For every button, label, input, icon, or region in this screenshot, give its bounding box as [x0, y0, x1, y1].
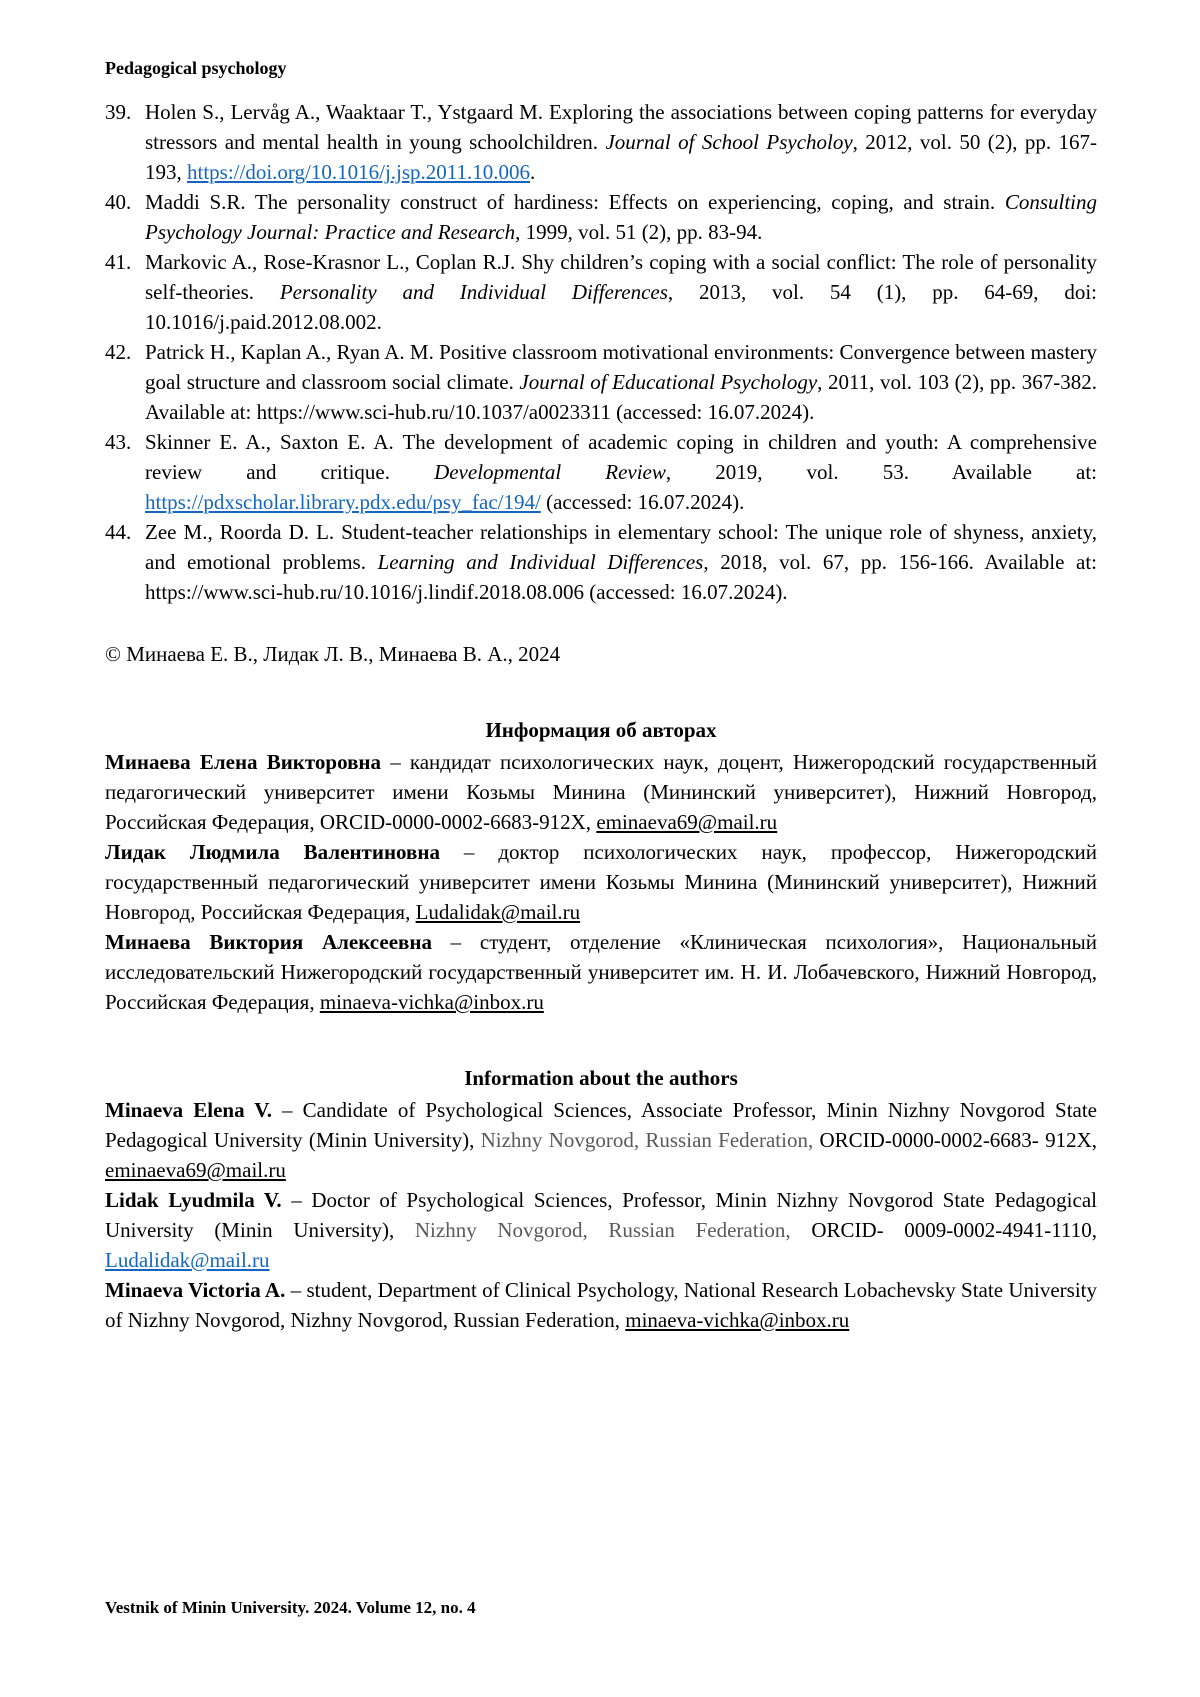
reference-number: 43. — [105, 430, 132, 454]
reference-text — [145, 250, 1097, 334]
reference-text — [145, 520, 1097, 604]
text-segment: Maddi S.R. The personality construct of hardiness: Effects on experiencing, coping, and strain. — [145, 190, 1005, 214]
text-segment: – кандидат психологических наук, доцент, Нижегородский государственный педагогический университет имени Козьмы Минина (Мининский университет), Нижний Новгород, Российская Федерация, ORCID-0000-0002-6683-912X, — [105, 750, 1098, 834]
author-paragraph — [105, 1275, 1097, 1335]
hyperlink[interactable]: https://pdxscholar.library.pdx.edu/psy_fac/194/ — [145, 490, 541, 514]
text-segment: – student, Department of Clinical Psychology, National Research Lobachevsky State University of Nizhny Novgorod, Nizhny Novgorod, Russian Federation, — [105, 1278, 1097, 1332]
section-title: Information about the authors — [464, 1066, 738, 1090]
journal-title: Journal of School Psycholoy — [605, 130, 853, 154]
reference-item — [105, 427, 1097, 517]
journal-title: Personality and Individual Differences — [279, 280, 668, 304]
text-segment: , 1999, vol. 51 (2), pp. 83-94. — [515, 220, 763, 244]
journal-title: Developmental Review — [434, 460, 666, 484]
reference-item — [105, 247, 1097, 337]
copyright-line: © Минаева Е. В., Лидак Л. В., Минаева В. А., 2024 — [105, 642, 561, 666]
author-name: Minaeva Elena V. — [105, 1098, 272, 1122]
text-segment: , 2018, vol. 67, pp. 156-166. Available at: https://www.sci-hub.ru/10.1016/j.lindif.2018.08.006 (accessed: 16.07.2024). — [145, 550, 1098, 604]
text-segment: Skinner E. A., Saxton E. A. The development of academic coping in children and youth: A comprehensive review and critique. — [145, 430, 1097, 484]
text-segment: ORCID- 0009-0002-4941-1110, — [790, 1218, 1097, 1242]
text-segment: , 2019, vol. 53. Available at: — [665, 460, 1097, 484]
reference-text — [145, 100, 1097, 184]
reference-number: 40. — [105, 190, 132, 214]
text-segment: Nizhny Novgorod, Russian Federation, — [414, 1218, 791, 1242]
page-footer: Vestnik of Minin University. 2024. Volume 12, no. 4 — [105, 1598, 476, 1617]
text-segment: (accessed: 16.07.2024). — [540, 490, 745, 514]
author-name: Минаева Елена Викторовна — [105, 750, 382, 774]
text-segment: – студент, отделение «Клиническая психология», Национальный исследовательский Нижегородский государственный университет им. Н. И. Лобачевского, Нижний Новгород, Российская Федерация, — [105, 930, 1097, 1014]
text-segment: . — [530, 160, 536, 184]
author-name: Минаева Виктория Алексеевна — [105, 930, 432, 954]
reference-number: 39. — [105, 100, 132, 124]
text-segment: , 2011, vol. 103 (2), pp. 367-382. Available at: https://www.sci-hub.ru/10.1037/a0023311 (accessed: 16.07.2024). — [145, 370, 1097, 424]
text-segment: , 2013, vol. 54 (1), pp. 64-69, doi: 10.1016/j.paid.2012.08.002. — [145, 280, 1097, 334]
reference-number: 44. — [105, 520, 132, 544]
email-link[interactable]: Ludalidak@mail.ru — [415, 900, 581, 924]
author-name: Лидак Людмила Валентиновна — [105, 840, 440, 864]
text-segment: Zee M., Roorda D. L. Student-teacher relationships in elementary school: The unique role of shyness, anxiety, and emotional problems. — [145, 520, 1097, 574]
text-segment: Markovic A., Rose-Krasnor L., Coplan R.J. Shy children’s coping with a social conflict: The role of personality self-theories. — [145, 250, 1097, 304]
text-segment: Nizhny Novgorod, Russian Federation, — [480, 1128, 814, 1152]
hyperlink[interactable]: Ludalidak@mail.ru — [105, 1248, 270, 1272]
reference-item — [105, 337, 1097, 427]
reference-number: 42. — [105, 340, 132, 364]
author-paragraph — [105, 837, 1097, 927]
reference-text — [145, 190, 1097, 244]
text-segment: – Doctor of Psychological Sciences, Professor, Minin Nizhny Novgorod State Pedagogical University (Minin University), — [105, 1188, 1097, 1242]
reference-number: 41. — [105, 250, 132, 274]
email-link[interactable]: eminaeva69@mail.ru — [596, 810, 778, 834]
author-paragraph — [105, 747, 1097, 837]
page-header: Pedagogical psychology — [105, 58, 287, 78]
reference-text — [145, 340, 1097, 424]
section-title: Информация об авторах — [485, 718, 717, 742]
email-link[interactable]: minaeva-vichka@inbox.ru — [625, 1308, 850, 1332]
email-link[interactable]: minaeva-vichka@inbox.ru — [319, 990, 544, 1014]
journal-title: Learning and Individual Differences — [377, 550, 704, 574]
text-segment: Patrick H., Kaplan A., Ryan A. M. Positive classroom motivational environments: Convergence between mastery goal structure and classroom social climate. — [145, 340, 1097, 394]
author-paragraph — [105, 1185, 1097, 1275]
text-segment: – Candidate of Psychological Sciences, Associate Professor, Minin Nizhny Novgorod State Pedagogical University (Minin University), — [105, 1098, 1097, 1152]
text-segment: ORCID-0000-0002-6683- 912X, — [813, 1128, 1097, 1152]
author-paragraph — [105, 1095, 1097, 1185]
reference-item — [105, 97, 1097, 187]
journal-title: Consulting Psychology Journal: Practice and Research — [145, 190, 1097, 244]
journal-title: Journal of Educational Psychology — [519, 370, 818, 394]
email-link[interactable]: eminaeva69@mail.ru — [105, 1158, 286, 1182]
reference-text — [145, 430, 1097, 514]
text-segment: , 2012, vol. 50 (2), pp. 167-193, — [145, 130, 1097, 184]
author-paragraph — [105, 927, 1097, 1017]
author-name: Lidak Lyudmila V. — [105, 1188, 282, 1212]
hyperlink[interactable]: https://doi.org/10.1016/j.jsp.2011.10.006 — [187, 160, 531, 184]
authors-sections — [105, 715, 1097, 1335]
references-list — [105, 97, 1097, 607]
author-name: Minaeva Victoria A. — [105, 1278, 286, 1302]
reference-item — [105, 517, 1097, 607]
text-segment: Holen S., Lervåg A., Waaktaar T., Ystgaard M. Exploring the associations between coping patterns for everyday stressors and mental health in young schoolchildren. — [145, 100, 1097, 154]
reference-item — [105, 187, 1097, 247]
text-segment: – доктор психологических наук, профессор, Нижегородский государственный педагогический университет имени Козьмы Минина (Мининский университет), Нижний Новгород, Российская Федерация, — [105, 840, 1097, 924]
